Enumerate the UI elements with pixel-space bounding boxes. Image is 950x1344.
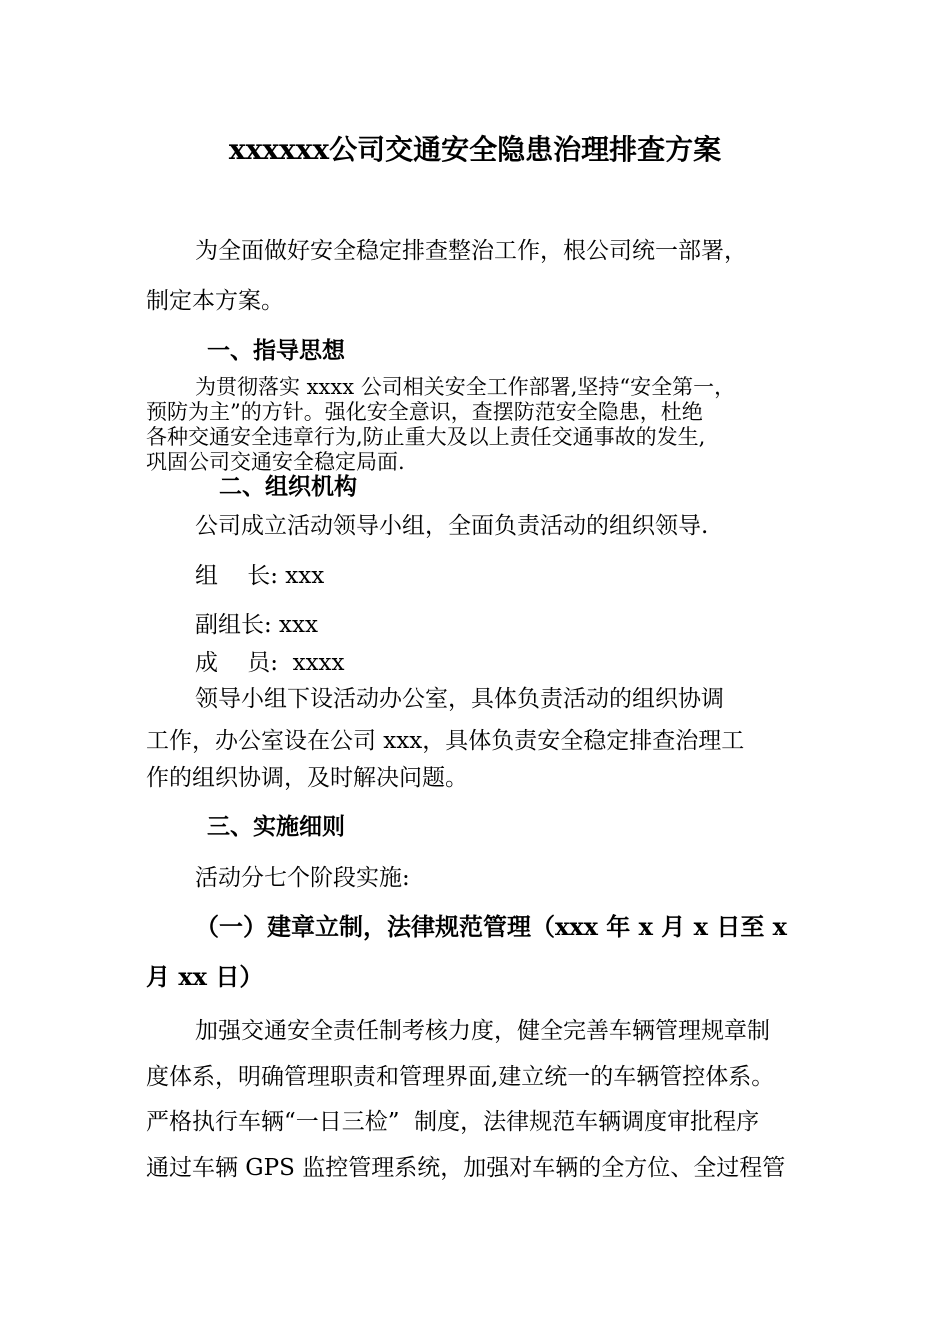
section-1-line-3: 各种交通安全违章行为,防止重大及以上责任交通事故的发生,	[146, 425, 706, 449]
section-1-heading: 一、指导思想	[207, 338, 345, 364]
body-line-2: 度体系，明确管理职责和管理界面,建立统一的车辆管控体系。	[146, 1064, 775, 1090]
office-line-3: 作的组织协调，及时解决问题。	[146, 765, 468, 791]
section-2-line-1: 公司成立活动领导小组，全面负责活动的组织领导.	[195, 513, 709, 539]
section-2-heading: 二、组织机构	[219, 474, 357, 500]
section-1-line-4: 巩固公司交通安全稳定局面.	[146, 450, 405, 474]
group-deputy: 副组长: xxx	[195, 612, 318, 638]
document-title: xxxxxx公司交通安全隐患治理排查方案	[228, 133, 722, 166]
section-3-line-1: 活动分七个阶段实施:	[195, 865, 410, 891]
group-members: 成 员: xxxx	[195, 650, 345, 676]
subsection-1-title-line-1: （一）建章立制，法律规范管理（xxx 年 x 月 x 日至 x	[195, 912, 787, 941]
group-leader: 组 长: xxx	[195, 563, 325, 589]
body-line-3: 严格执行车辆“一日三检” 制度，法律规范车辆调度审批程序	[146, 1109, 760, 1135]
intro-line-1: 为全面做好安全稳定排查整治工作，根公司统一部署，	[195, 238, 747, 264]
section-1-line-1: 为贯彻落实 xxxx 公司相关安全工作部署,坚持“安全第一，	[195, 375, 736, 399]
body-line-1: 加强交通安全责任制考核力度，健全完善车辆管理规章制	[195, 1018, 770, 1044]
section-1-line-2: 预防为主”的方针。强化安全意识，查摆防范安全隐患，杜绝	[146, 400, 703, 424]
section-3-heading: 三、实施细则	[207, 814, 345, 840]
intro-line-2: 制定本方案。	[146, 288, 284, 314]
office-line-2: 工作，办公室设在公司 xxx，具体负责安全稳定排查治理工	[146, 728, 745, 754]
office-line-1: 领导小组下设活动办公室，具体负责活动的组织协调	[195, 686, 724, 712]
subsection-1-title-line-2: 月 xx 日）	[146, 962, 264, 991]
body-line-4: 通过车辆 GPS 监控管理系统，加强对车辆的全方位、全过程管	[146, 1155, 786, 1181]
